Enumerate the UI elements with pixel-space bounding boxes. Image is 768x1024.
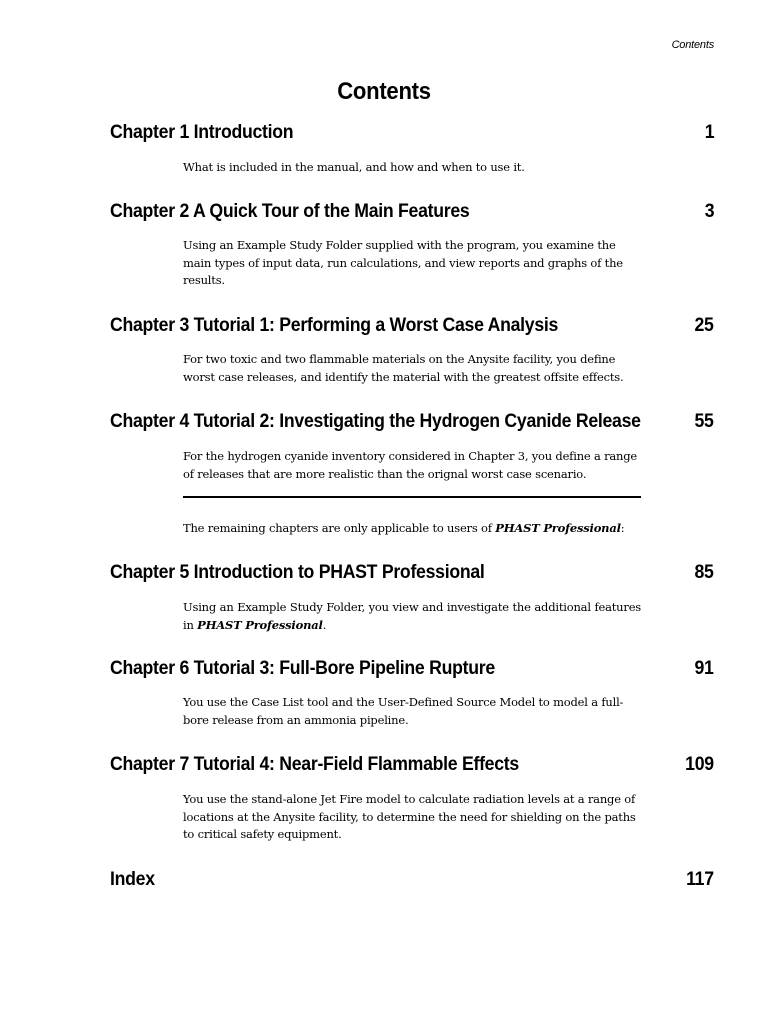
toc-page-number: 117 — [686, 869, 714, 890]
description-text: Using an Example Study Folder, you view and investigate the additional features in — [183, 600, 641, 632]
toc-page-number: 91 — [694, 658, 714, 679]
toc-entry-chapter-5[interactable] — [110, 562, 714, 588]
toc-page-number: 85 — [694, 562, 714, 583]
description-punctuation: . — [322, 617, 327, 632]
toc-entry-chapter-2[interactable] — [110, 201, 714, 227]
toc-description: Using an Example Study Folder supplied with the program, you examine the main types of input data, run calculations, and view reports and graphs of the results. — [183, 238, 623, 287]
toc-page-number: 25 — [694, 315, 714, 336]
toc-description: What is included in the manual, and how and when to use it. — [183, 160, 525, 174]
toc-entry-chapter-7[interactable] — [110, 754, 714, 780]
toc-description: For two toxic and two flammable materials on the Anysite facility, you define worst case releases, and identify the material with the greatest offsite effects. — [183, 352, 624, 384]
section-divider — [183, 496, 641, 498]
toc-description: You use the Case List tool and the User-Defined Source Model to model a full-bore release from an ammonia pipeline. — [183, 695, 624, 727]
toc-entry-label: Chapter 2 A Quick Tour of the Main Features — [110, 201, 470, 222]
toc-entry-chapter-6[interactable] — [110, 658, 714, 684]
note-text: The remaining chapters are only applicable to users of — [183, 521, 496, 535]
toc-page-number: 55 — [694, 411, 714, 432]
toc-entry-label: Index — [110, 869, 155, 890]
page-title: Contents — [337, 78, 431, 105]
toc-description — [183, 599, 641, 634]
toc-entry-chapter-3[interactable] — [110, 315, 714, 341]
toc-entry-label: Chapter 4 Tutorial 2: Investigating the Hydrogen Cyanide Release — [110, 411, 641, 432]
toc-page-number: 109 — [685, 754, 714, 775]
toc-description: You use the stand-alone Jet Fire model to calculate radiation levels at a range of locations at the Anysite facility, to determine the need for shielding on the paths to critical safety equipment. — [183, 792, 636, 841]
toc-entry-label: Chapter 5 Introduction to PHAST Professional — [110, 562, 485, 583]
toc-entry-index[interactable] — [110, 869, 714, 895]
toc-entry-label: Chapter 6 Tutorial 3: Full-Bore Pipeline Rupture — [110, 658, 495, 679]
toc-entry-chapter-4[interactable] — [110, 411, 714, 437]
professional-note — [183, 520, 641, 538]
toc-page-number: 1 — [704, 122, 714, 143]
toc-page-number: 3 — [704, 201, 714, 222]
toc-entry-label: Chapter 1 Introduction — [110, 122, 294, 143]
note-punctuation: : — [620, 521, 625, 535]
product-name: PHAST Professional — [197, 617, 323, 632]
product-name: PHAST Professional — [495, 521, 621, 535]
running-head: Contents — [671, 39, 714, 51]
toc-description: For the hydrogen cyanide inventory considered in Chapter 3, you define a range of releases that are more realistic than the orignal worst case scenario. — [183, 449, 638, 481]
toc-entry-chapter-1[interactable] — [110, 122, 714, 148]
toc-entry-label: Chapter 7 Tutorial 4: Near-Field Flammable Effects — [110, 754, 519, 775]
toc-entry-label: Chapter 3 Tutorial 1: Performing a Worst Case Analysis — [110, 315, 559, 336]
